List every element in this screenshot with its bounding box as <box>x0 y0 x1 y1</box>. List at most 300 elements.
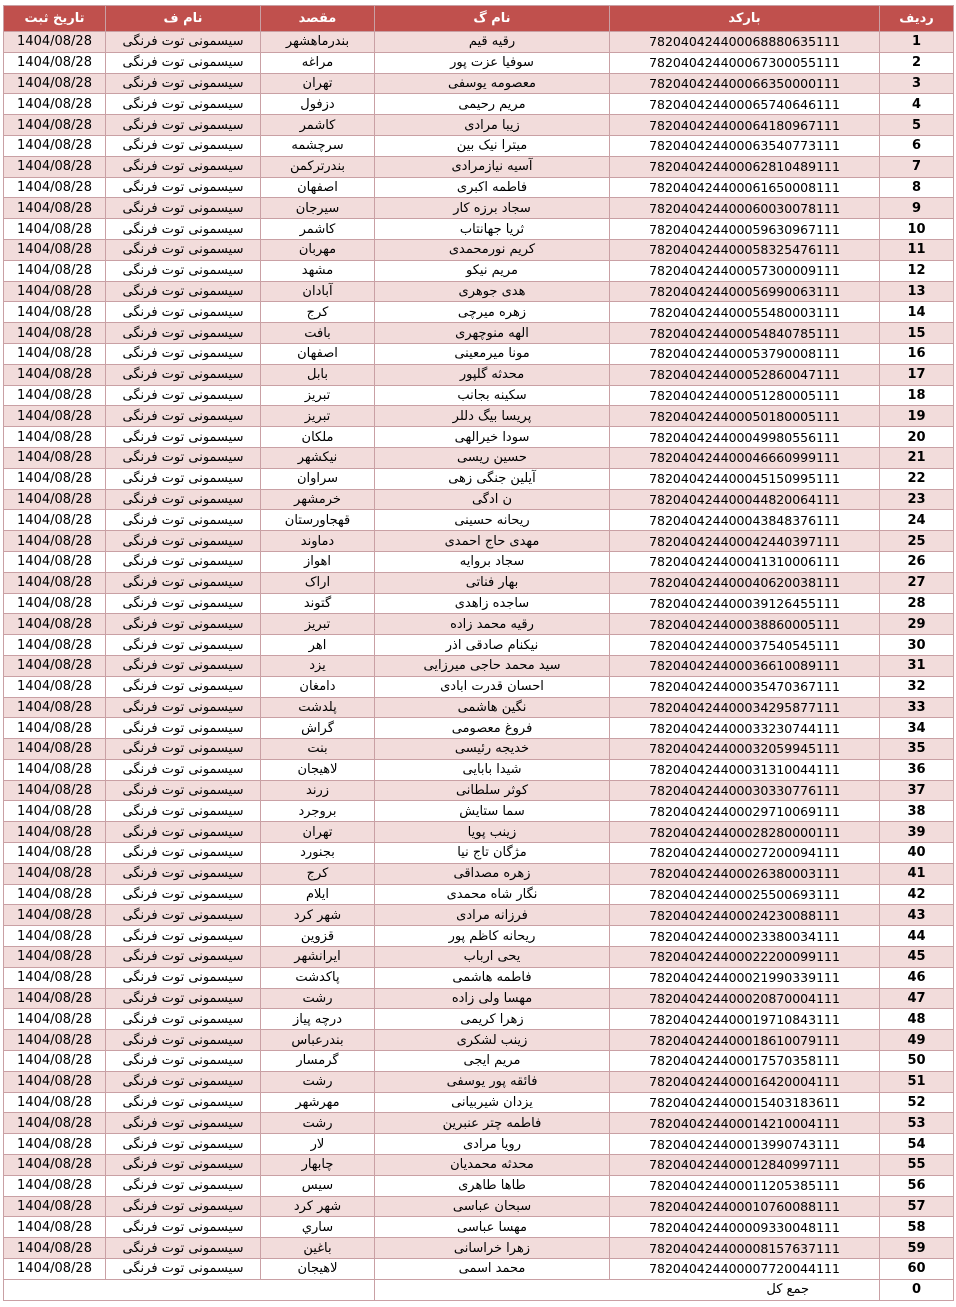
cell-date[interactable]: 1404/08/28 <box>4 1155 106 1176</box>
cell-index[interactable]: 59 <box>880 1238 954 1259</box>
cell-name[interactable]: شیدا بابایی <box>375 759 610 780</box>
cell-date[interactable]: 1404/08/28 <box>4 1134 106 1155</box>
cell-name[interactable]: نگین هاشمی <box>375 697 610 718</box>
cell-barcode[interactable]: 782040424400061650008111 <box>610 177 880 198</box>
cell-index[interactable]: 36 <box>880 759 954 780</box>
cell-destination[interactable]: کاشمر <box>261 115 375 136</box>
cell-name[interactable]: ساجده زاهدی <box>375 593 610 614</box>
cell-barcode[interactable]: 782040424400050180005111 <box>610 406 880 427</box>
cell-barcode[interactable]: 782040424400007720044111 <box>610 1259 880 1280</box>
cell-index[interactable]: 6 <box>880 135 954 156</box>
cell-index[interactable]: 51 <box>880 1071 954 1092</box>
cell-date[interactable]: 1404/08/28 <box>4 323 106 344</box>
cell-product[interactable]: سیسمونی توت فرنگی <box>106 302 261 323</box>
cell-index[interactable]: 50 <box>880 1051 954 1072</box>
cell-name[interactable]: زینب لشکری <box>375 1030 610 1051</box>
table-row[interactable] <box>4 447 954 468</box>
cell-name[interactable]: نگار شاه محمدی <box>375 884 610 905</box>
cell-product[interactable]: سیسمونی توت فرنگی <box>106 323 261 344</box>
cell-index[interactable]: 40 <box>880 843 954 864</box>
cell-index[interactable]: 8 <box>880 177 954 198</box>
cell-index[interactable]: 29 <box>880 614 954 635</box>
cell-date[interactable]: 1404/08/28 <box>4 1259 106 1280</box>
cell-date[interactable]: 1404/08/28 <box>4 1092 106 1113</box>
cell-product[interactable]: سیسمونی توت فرنگی <box>106 156 261 177</box>
cell-index[interactable]: 12 <box>880 260 954 281</box>
cell-index[interactable]: 49 <box>880 1030 954 1051</box>
header-destination[interactable]: مقصد <box>261 6 375 32</box>
cell-index[interactable]: 4 <box>880 94 954 115</box>
cell-destination[interactable]: ایرانشهر <box>261 947 375 968</box>
cell-index[interactable]: 57 <box>880 1196 954 1217</box>
cell-name[interactable]: ریحانه کاظم پور <box>375 926 610 947</box>
cell-date[interactable]: 1404/08/28 <box>4 1071 106 1092</box>
table-row[interactable] <box>4 468 954 489</box>
cell-name[interactable]: زیبا مرادی <box>375 115 610 136</box>
cell-destination[interactable]: مهربان <box>261 239 375 260</box>
cell-index[interactable]: 14 <box>880 302 954 323</box>
cell-destination[interactable]: تهران <box>261 822 375 843</box>
cell-barcode[interactable]: 782040424400045150995111 <box>610 468 880 489</box>
table-row[interactable] <box>4 697 954 718</box>
cell-date[interactable]: 1404/08/28 <box>4 510 106 531</box>
cell-destination[interactable]: سراوان <box>261 468 375 489</box>
cell-name[interactable]: پریسا بیگ دللر <box>375 406 610 427</box>
cell-destination[interactable]: زرند <box>261 780 375 801</box>
cell-destination[interactable]: شهر کرد <box>261 1196 375 1217</box>
cell-destination[interactable]: چابهار <box>261 1155 375 1176</box>
cell-date[interactable]: 1404/08/28 <box>4 967 106 988</box>
cell-barcode[interactable]: 782040424400008157637111 <box>610 1238 880 1259</box>
cell-date[interactable]: 1404/08/28 <box>4 1238 106 1259</box>
cell-date[interactable]: 1404/08/28 <box>4 32 106 53</box>
cell-barcode[interactable]: 782040424400028280000111 <box>610 822 880 843</box>
cell-barcode[interactable]: 782040424400032059945111 <box>610 739 880 760</box>
cell-barcode[interactable]: 782040424400051280005111 <box>610 385 880 406</box>
table-row[interactable] <box>4 156 954 177</box>
cell-date[interactable]: 1404/08/28 <box>4 801 106 822</box>
cell-product[interactable]: سیسمونی توت فرنگی <box>106 135 261 156</box>
cell-barcode[interactable]: 782040424400063540773111 <box>610 135 880 156</box>
cell-destination[interactable]: گتوند <box>261 593 375 614</box>
cell-index[interactable]: 18 <box>880 385 954 406</box>
cell-date[interactable]: 1404/08/28 <box>4 94 106 115</box>
cell-destination[interactable]: کرج <box>261 863 375 884</box>
cell-barcode[interactable]: 782040424400052860047111 <box>610 364 880 385</box>
cell-destination[interactable]: تبریز <box>261 385 375 406</box>
table-row[interactable] <box>4 260 954 281</box>
cell-destination[interactable]: مراغه <box>261 52 375 73</box>
cell-date[interactable]: 1404/08/28 <box>4 1217 106 1238</box>
cell-name[interactable]: ن ادگی <box>375 489 610 510</box>
cell-product[interactable]: سیسمونی توت فرنگی <box>106 260 261 281</box>
cell-date[interactable]: 1404/08/28 <box>4 1175 106 1196</box>
cell-barcode[interactable]: 782040424400062810489111 <box>610 156 880 177</box>
cell-destination[interactable]: سیرجان <box>261 198 375 219</box>
cell-destination[interactable]: قزوین <box>261 926 375 947</box>
cell-date[interactable]: 1404/08/28 <box>4 676 106 697</box>
table-row[interactable] <box>4 115 954 136</box>
table-row[interactable] <box>4 947 954 968</box>
cell-barcode[interactable]: 782040424400023380034111 <box>610 926 880 947</box>
cell-index[interactable]: 55 <box>880 1155 954 1176</box>
table-row[interactable] <box>4 1113 954 1134</box>
cell-barcode[interactable]: 782040424400017570358111 <box>610 1051 880 1072</box>
table-row[interactable] <box>4 822 954 843</box>
cell-destination[interactable]: کاشمر <box>261 219 375 240</box>
cell-index[interactable]: 38 <box>880 801 954 822</box>
cell-name[interactable]: مهسا ولی زاده <box>375 988 610 1009</box>
cell-product[interactable]: سیسمونی توت فرنگی <box>106 1113 261 1134</box>
cell-destination[interactable]: بنت <box>261 739 375 760</box>
cell-date[interactable]: 1404/08/28 <box>4 115 106 136</box>
cell-product[interactable]: سیسمونی توت فرنگی <box>106 739 261 760</box>
cell-destination[interactable]: بافت <box>261 323 375 344</box>
cell-product[interactable]: سیسمونی توت فرنگی <box>106 281 261 302</box>
cell-destination[interactable]: خرمشهر <box>261 489 375 510</box>
cell-name[interactable]: میترا نیک بین <box>375 135 610 156</box>
cell-barcode[interactable]: 782040424400010760088111 <box>610 1196 880 1217</box>
cell-date[interactable]: 1404/08/28 <box>4 1196 106 1217</box>
cell-name[interactable]: ثریا جهانتاب <box>375 219 610 240</box>
cell-destination[interactable]: تبریز <box>261 406 375 427</box>
cell-index[interactable]: 3 <box>880 73 954 94</box>
cell-barcode[interactable]: 782040424400018610079111 <box>610 1030 880 1051</box>
cell-date[interactable]: 1404/08/28 <box>4 260 106 281</box>
table-row[interactable] <box>4 135 954 156</box>
table-row[interactable] <box>4 614 954 635</box>
cell-name[interactable]: زهرا کریمی <box>375 1009 610 1030</box>
cell-date[interactable]: 1404/08/28 <box>4 219 106 240</box>
cell-destination[interactable]: رشت <box>261 988 375 1009</box>
cell-product[interactable]: سیسمونی توت فرنگی <box>106 73 261 94</box>
cell-destination[interactable]: بروجرد <box>261 801 375 822</box>
cell-date[interactable]: 1404/08/28 <box>4 655 106 676</box>
cell-barcode[interactable]: 782040424400037540545111 <box>610 635 880 656</box>
cell-name[interactable]: یحی ارباب <box>375 947 610 968</box>
cell-index[interactable]: 11 <box>880 239 954 260</box>
cell-destination[interactable]: رشت <box>261 1071 375 1092</box>
cell-name[interactable]: نیکنام صادقی اذر <box>375 635 610 656</box>
cell-index[interactable]: 43 <box>880 905 954 926</box>
cell-product[interactable]: سیسمونی توت فرنگی <box>106 1238 261 1259</box>
cell-index[interactable]: 24 <box>880 510 954 531</box>
cell-product[interactable]: سیسمونی توت فرنگی <box>106 822 261 843</box>
cell-destination[interactable]: تبریز <box>261 614 375 635</box>
table-row[interactable] <box>4 302 954 323</box>
cell-product[interactable]: سیسمونی توت فرنگی <box>106 655 261 676</box>
cell-destination[interactable]: یزد <box>261 655 375 676</box>
cell-destination[interactable]: دامغان <box>261 676 375 697</box>
cell-name[interactable]: طاها طاهری <box>375 1175 610 1196</box>
cell-name[interactable]: سجاد برزه کار <box>375 198 610 219</box>
cell-product[interactable]: سیسمونی توت فرنگی <box>106 1155 261 1176</box>
table-row[interactable] <box>4 1009 954 1030</box>
cell-product[interactable]: سیسمونی توت فرنگی <box>106 967 261 988</box>
cell-name[interactable]: رقیه قیم <box>375 32 610 53</box>
table-row[interactable] <box>4 531 954 552</box>
cell-date[interactable]: 1404/08/28 <box>4 843 106 864</box>
cell-destination[interactable]: کرج <box>261 302 375 323</box>
cell-barcode[interactable]: 782040424400031310044111 <box>610 759 880 780</box>
cell-product[interactable]: سیسمونی توت فرنگی <box>106 718 261 739</box>
cell-product[interactable]: سیسمونی توت فرنگی <box>106 198 261 219</box>
cell-destination[interactable]: بندرعباس <box>261 1030 375 1051</box>
cell-product[interactable]: سیسمونی توت فرنگی <box>106 1217 261 1238</box>
cell-name[interactable]: سجاد بروایه <box>375 551 610 572</box>
cell-index[interactable]: 28 <box>880 593 954 614</box>
cell-name[interactable]: حسین ریسی <box>375 447 610 468</box>
cell-barcode[interactable]: 782040424400055480003111 <box>610 302 880 323</box>
cell-date[interactable]: 1404/08/28 <box>4 73 106 94</box>
cell-barcode[interactable]: 782040424400043848376111 <box>610 510 880 531</box>
table-row[interactable] <box>4 364 954 385</box>
table-row[interactable] <box>4 739 954 760</box>
table-row[interactable] <box>4 343 954 364</box>
cell-barcode[interactable]: 782040424400039126455111 <box>610 593 880 614</box>
cell-name[interactable]: سکینه بجانب <box>375 385 610 406</box>
cell-product[interactable]: سیسمونی توت فرنگی <box>106 572 261 593</box>
table-row[interactable] <box>4 843 954 864</box>
cell-index[interactable]: 45 <box>880 947 954 968</box>
table-row[interactable] <box>4 323 954 344</box>
cell-destination[interactable]: گرمسار <box>261 1051 375 1072</box>
cell-barcode[interactable]: 782040424400024230088111 <box>610 905 880 926</box>
cell-product[interactable]: سیسمونی توت فرنگی <box>106 905 261 926</box>
cell-destination[interactable]: لاهیجان <box>261 759 375 780</box>
cell-barcode[interactable]: 782040424400015403183611 <box>610 1092 880 1113</box>
cell-product[interactable]: سیسمونی توت فرنگی <box>106 52 261 73</box>
cell-destination[interactable]: درچه پیاز <box>261 1009 375 1030</box>
cell-date[interactable]: 1404/08/28 <box>4 572 106 593</box>
cell-index[interactable]: 5 <box>880 115 954 136</box>
cell-name[interactable]: الهه منوچهری <box>375 323 610 344</box>
cell-destination[interactable]: شهر کرد <box>261 905 375 926</box>
cell-index[interactable]: 53 <box>880 1113 954 1134</box>
cell-barcode[interactable]: 782040424400042440397111 <box>610 531 880 552</box>
cell-index[interactable]: 2 <box>880 52 954 73</box>
cell-index[interactable]: 19 <box>880 406 954 427</box>
cell-date[interactable]: 1404/08/28 <box>4 427 106 448</box>
cell-product[interactable]: سیسمونی توت فرنگی <box>106 843 261 864</box>
cell-barcode[interactable]: 782040424400064180967111 <box>610 115 880 136</box>
cell-product[interactable]: سیسمونی توت فرنگی <box>106 364 261 385</box>
cell-index[interactable]: 54 <box>880 1134 954 1155</box>
table-row[interactable] <box>4 1259 954 1280</box>
cell-product[interactable]: سیسمونی توت فرنگی <box>106 884 261 905</box>
cell-product[interactable]: سیسمونی توت فرنگی <box>106 593 261 614</box>
cell-barcode[interactable]: 782040424400038860005111 <box>610 614 880 635</box>
table-row[interactable] <box>4 427 954 448</box>
cell-index[interactable]: 48 <box>880 1009 954 1030</box>
cell-index[interactable]: 34 <box>880 718 954 739</box>
cell-date[interactable]: 1404/08/28 <box>4 1113 106 1134</box>
cell-product[interactable]: سیسمونی توت فرنگی <box>106 406 261 427</box>
cell-name[interactable]: رقیه محمد زاده <box>375 614 610 635</box>
cell-name[interactable]: سید محمد حاجی میرزایی <box>375 655 610 676</box>
table-row[interactable] <box>4 1030 954 1051</box>
cell-barcode[interactable]: 782040424400040620038111 <box>610 572 880 593</box>
table-row[interactable] <box>4 1238 954 1259</box>
cell-index[interactable]: 23 <box>880 489 954 510</box>
cell-index[interactable]: 22 <box>880 468 954 489</box>
cell-name[interactable]: زهره میرچی <box>375 302 610 323</box>
cell-product[interactable]: سیسمونی توت فرنگی <box>106 489 261 510</box>
cell-date[interactable]: 1404/08/28 <box>4 177 106 198</box>
cell-index[interactable]: 39 <box>880 822 954 843</box>
cell-date[interactable]: 1404/08/28 <box>4 135 106 156</box>
cell-name[interactable]: احسان قدرت ابادی <box>375 676 610 697</box>
cell-date[interactable]: 1404/08/28 <box>4 156 106 177</box>
cell-destination[interactable]: آبادان <box>261 281 375 302</box>
cell-name[interactable]: سودا خیرالهی <box>375 427 610 448</box>
cell-name[interactable]: ریحانه حسینی <box>375 510 610 531</box>
cell-barcode[interactable]: 782040424400068880635111 <box>610 32 880 53</box>
cell-barcode[interactable]: 782040424400029710069111 <box>610 801 880 822</box>
cell-date[interactable]: 1404/08/28 <box>4 489 106 510</box>
cell-index[interactable]: 7 <box>880 156 954 177</box>
cell-date[interactable]: 1404/08/28 <box>4 759 106 780</box>
cell-barcode[interactable]: 782040424400057300009111 <box>610 260 880 281</box>
cell-destination[interactable]: تهران <box>261 73 375 94</box>
cell-name[interactable]: معصومه یوسفی <box>375 73 610 94</box>
header-product[interactable]: نام ف <box>106 6 261 32</box>
table-row[interactable] <box>4 73 954 94</box>
cell-date[interactable]: 1404/08/28 <box>4 822 106 843</box>
cell-destination[interactable]: قهجاورستان <box>261 510 375 531</box>
cell-destination[interactable]: اهواز <box>261 551 375 572</box>
cell-barcode[interactable]: 782040424400019710843111 <box>610 1009 880 1030</box>
cell-barcode[interactable]: 782040424400058325476111 <box>610 239 880 260</box>
table-row[interactable] <box>4 281 954 302</box>
table-row[interactable] <box>4 884 954 905</box>
cell-name[interactable]: مریم رحیمی <box>375 94 610 115</box>
cell-name[interactable]: مهسا عباسی <box>375 1217 610 1238</box>
cell-index[interactable]: 37 <box>880 780 954 801</box>
cell-destination[interactable]: اراک <box>261 572 375 593</box>
cell-product[interactable]: سیسمونی توت فرنگی <box>106 947 261 968</box>
cell-destination[interactable]: بابل <box>261 364 375 385</box>
cell-product[interactable]: سیسمونی توت فرنگی <box>106 447 261 468</box>
cell-product[interactable]: سیسمونی توت فرنگی <box>106 94 261 115</box>
cell-name[interactable]: سوفیا عزت پور <box>375 52 610 73</box>
header-index[interactable]: ردیف <box>880 6 954 32</box>
table-row[interactable] <box>4 655 954 676</box>
cell-destination[interactable]: سیس <box>261 1175 375 1196</box>
cell-barcode[interactable]: 782040424400053790008111 <box>610 343 880 364</box>
cell-name[interactable]: مونا میرمعینی <box>375 343 610 364</box>
cell-date[interactable]: 1404/08/28 <box>4 551 106 572</box>
cell-barcode[interactable]: 782040424400013990743111 <box>610 1134 880 1155</box>
cell-product[interactable]: سیسمونی توت فرنگی <box>106 926 261 947</box>
cell-product[interactable]: سیسمونی توت فرنگی <box>106 343 261 364</box>
cell-barcode[interactable]: 782040424400067300055111 <box>610 52 880 73</box>
cell-barcode[interactable]: 782040424400065740646111 <box>610 94 880 115</box>
cell-date[interactable]: 1404/08/28 <box>4 1009 106 1030</box>
cell-date[interactable]: 1404/08/28 <box>4 281 106 302</box>
cell-product[interactable]: سیسمونی توت فرنگی <box>106 1092 261 1113</box>
cell-date[interactable]: 1404/08/28 <box>4 947 106 968</box>
cell-destination[interactable]: اصفهان <box>261 177 375 198</box>
table-row[interactable] <box>4 593 954 614</box>
cell-product[interactable]: سیسمونی توت فرنگی <box>106 219 261 240</box>
cell-date[interactable]: 1404/08/28 <box>4 239 106 260</box>
table-row[interactable] <box>4 718 954 739</box>
cell-index[interactable]: 60 <box>880 1259 954 1280</box>
cell-destination[interactable]: پلدشت <box>261 697 375 718</box>
cell-date[interactable]: 1404/08/28 <box>4 926 106 947</box>
cell-date[interactable]: 1404/08/28 <box>4 364 106 385</box>
cell-barcode[interactable]: 782040424400046660999111 <box>610 447 880 468</box>
cell-date[interactable]: 1404/08/28 <box>4 884 106 905</box>
cell-barcode[interactable]: 782040424400059630967111 <box>610 219 880 240</box>
cell-index[interactable]: 17 <box>880 364 954 385</box>
table-row[interactable] <box>4 905 954 926</box>
table-row[interactable] <box>4 510 954 531</box>
cell-name[interactable]: زهره مصداقی <box>375 863 610 884</box>
cell-index[interactable]: 46 <box>880 967 954 988</box>
table-row[interactable] <box>4 1155 954 1176</box>
cell-product[interactable]: سیسمونی توت فرنگی <box>106 1196 261 1217</box>
cell-index[interactable]: 44 <box>880 926 954 947</box>
cell-name[interactable]: مژگان تاج نیا <box>375 843 610 864</box>
cell-name[interactable]: کوثر سلطانی <box>375 780 610 801</box>
cell-product[interactable]: سیسمونی توت فرنگی <box>106 177 261 198</box>
cell-product[interactable]: سیسمونی توت فرنگی <box>106 863 261 884</box>
cell-date[interactable]: 1404/08/28 <box>4 447 106 468</box>
cell-date[interactable]: 1404/08/28 <box>4 52 106 73</box>
cell-name[interactable]: مریم نیکو <box>375 260 610 281</box>
table-row[interactable] <box>4 52 954 73</box>
cell-date[interactable]: 1404/08/28 <box>4 468 106 489</box>
cell-index[interactable]: 20 <box>880 427 954 448</box>
cell-name[interactable]: بهار فناتی <box>375 572 610 593</box>
cell-product[interactable]: سیسمونی توت فرنگی <box>106 32 261 53</box>
cell-index[interactable]: 31 <box>880 655 954 676</box>
cell-barcode[interactable]: 782040424400030330776111 <box>610 780 880 801</box>
table-row[interactable] <box>4 1196 954 1217</box>
cell-destination[interactable]: پاکدشت <box>261 967 375 988</box>
cell-product[interactable]: سیسمونی توت فرنگی <box>106 780 261 801</box>
cell-index[interactable]: 13 <box>880 281 954 302</box>
cell-product[interactable]: سیسمونی توت فرنگی <box>106 115 261 136</box>
cell-index[interactable]: 41 <box>880 863 954 884</box>
cell-name[interactable]: زینب پویا <box>375 822 610 843</box>
cell-product[interactable]: سیسمونی توت فرنگی <box>106 427 261 448</box>
cell-destination[interactable]: باغین <box>261 1238 375 1259</box>
table-row[interactable] <box>4 385 954 406</box>
table-row[interactable] <box>4 1071 954 1092</box>
table-row[interactable] <box>4 239 954 260</box>
table-row[interactable] <box>4 198 954 219</box>
table-row[interactable] <box>4 676 954 697</box>
cell-barcode[interactable]: 782040424400044820064111 <box>610 489 880 510</box>
cell-destination[interactable]: اهر <box>261 635 375 656</box>
cell-destination[interactable]: نیکشهر <box>261 447 375 468</box>
table-row[interactable] <box>4 489 954 510</box>
cell-barcode[interactable]: 782040424400011205385111 <box>610 1175 880 1196</box>
cell-index[interactable]: 35 <box>880 739 954 760</box>
cell-destination[interactable]: لار <box>261 1134 375 1155</box>
cell-name[interactable]: فروغ معصومی <box>375 718 610 739</box>
cell-date[interactable]: 1404/08/28 <box>4 302 106 323</box>
cell-date[interactable]: 1404/08/28 <box>4 739 106 760</box>
cell-destination[interactable]: ساري <box>261 1217 375 1238</box>
cell-name[interactable]: رویا مرادی <box>375 1134 610 1155</box>
cell-barcode[interactable]: 782040424400049980556111 <box>610 427 880 448</box>
table-row[interactable] <box>4 1092 954 1113</box>
cell-index[interactable]: 30 <box>880 635 954 656</box>
